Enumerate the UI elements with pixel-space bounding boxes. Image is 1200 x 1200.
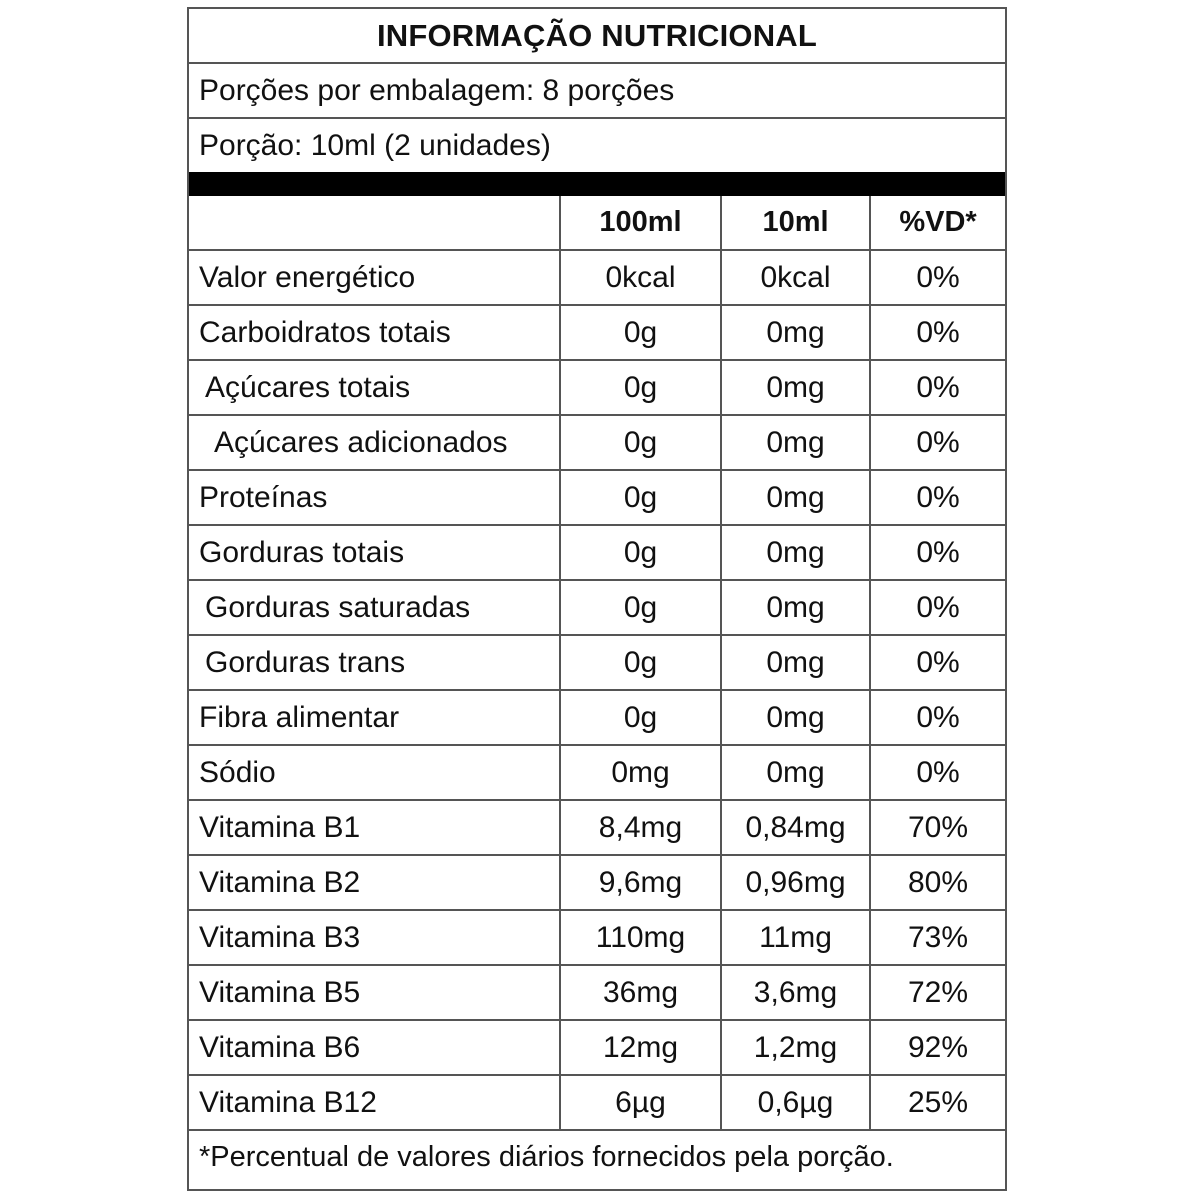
value-per-10ml: 3,6mg (721, 965, 870, 1020)
daily-value-percent: 0% (870, 415, 1005, 470)
value-per-10ml: 0mg (721, 745, 870, 800)
daily-value-percent: 0% (870, 525, 1005, 580)
daily-value-percent: 25% (870, 1075, 1005, 1130)
daily-value-percent: 0% (870, 690, 1005, 745)
value-per-100ml: 8,4mg (560, 800, 721, 855)
nutrient-name: Vitamina B3 (189, 910, 560, 965)
value-per-100ml: 110mg (560, 910, 721, 965)
table-row (189, 360, 1005, 415)
nutrient-name: Gorduras totais (189, 525, 560, 580)
column-header-vd: %VD* (870, 196, 1005, 250)
table-row (189, 965, 1005, 1020)
value-per-10ml: 0,96mg (721, 855, 870, 910)
value-per-100ml: 0g (560, 525, 721, 580)
nutrient-name: Vitamina B6 (189, 1020, 560, 1075)
value-per-10ml: 11mg (721, 910, 870, 965)
table-row (189, 470, 1005, 525)
value-per-100ml: 6µg (560, 1075, 721, 1130)
table-row (189, 580, 1005, 635)
servings-per-package: Porções por embalagem: 8 porções (189, 64, 1005, 119)
value-per-10ml: 0mg (721, 635, 870, 690)
table-row (189, 1075, 1005, 1130)
value-per-100ml: 0g (560, 635, 721, 690)
value-per-100ml: 0g (560, 415, 721, 470)
table-row (189, 690, 1005, 745)
nutrient-name: Valor energético (189, 250, 560, 305)
value-per-100ml: 0g (560, 470, 721, 525)
serving-size: Porção: 10ml (2 unidades) (199, 128, 551, 162)
table-row (189, 855, 1005, 910)
value-per-10ml: 0mg (721, 415, 870, 470)
nutrient-name: Vitamina B12 (189, 1075, 560, 1130)
nutrient-name: Carboidratos totais (189, 305, 560, 360)
table-row (189, 635, 1005, 690)
nutrient-name: Gorduras saturadas (189, 580, 560, 635)
value-per-100ml: 0g (560, 305, 721, 360)
daily-value-percent: 0% (870, 305, 1005, 360)
value-per-10ml: 0mg (721, 690, 870, 745)
daily-value-percent: 0% (870, 250, 1005, 305)
daily-value-percent: 80% (870, 855, 1005, 910)
table-header-row (189, 196, 1005, 250)
value-per-10ml: 1,2mg (721, 1020, 870, 1075)
nutrient-name: Gorduras trans (189, 635, 560, 690)
column-header-nutrient (189, 196, 560, 250)
daily-value-percent: 0% (870, 580, 1005, 635)
value-per-10ml: 0mg (721, 360, 870, 415)
daily-value-percent: 0% (870, 470, 1005, 525)
thick-divider (189, 172, 1005, 196)
value-per-10ml: 0,6µg (721, 1075, 870, 1130)
value-per-10ml: 0mg (721, 525, 870, 580)
table-row (189, 1020, 1005, 1075)
nutrient-name: Vitamina B2 (189, 855, 560, 910)
daily-value-percent: 0% (870, 360, 1005, 415)
table-row (189, 250, 1005, 305)
column-header-100ml: 100ml (560, 196, 721, 250)
daily-value-percent: 70% (870, 800, 1005, 855)
value-per-100ml: 12mg (560, 1020, 721, 1075)
label-title: INFORMAÇÃO NUTRICIONAL (189, 9, 1005, 64)
nutrient-name: Açúcares adicionados (189, 415, 560, 470)
footnote: *Percentual de valores diários fornecidos pela porção. (199, 1141, 894, 1173)
nutrient-name: Proteínas (189, 470, 560, 525)
table-row (189, 745, 1005, 800)
nutrient-name: Vitamina B5 (189, 965, 560, 1020)
table-row (189, 415, 1005, 470)
value-per-100ml: 0g (560, 580, 721, 635)
value-per-10ml: 0mg (721, 580, 870, 635)
daily-value-percent: 92% (870, 1020, 1005, 1075)
daily-value-percent: 72% (870, 965, 1005, 1020)
nutrient-name: Vitamina B1 (189, 800, 560, 855)
table-row (189, 525, 1005, 580)
nutrient-name: Sódio (189, 745, 560, 800)
column-header-10ml: 10ml (721, 196, 870, 250)
value-per-10ml: 0mg (721, 305, 870, 360)
table-row (189, 305, 1005, 360)
value-per-10ml: 0mg (721, 470, 870, 525)
value-per-100ml: 0g (560, 690, 721, 745)
nutrient-name: Fibra alimentar (189, 690, 560, 745)
nutrition-table (189, 196, 1005, 1131)
nutrient-name: Açúcares totais (189, 360, 560, 415)
value-per-100ml: 0kcal (560, 250, 721, 305)
table-row (189, 910, 1005, 965)
value-per-100ml: 36mg (560, 965, 721, 1020)
value-per-100ml: 9,6mg (560, 855, 721, 910)
value-per-10ml: 0kcal (721, 250, 870, 305)
value-per-100ml: 0mg (560, 745, 721, 800)
table-row (189, 800, 1005, 855)
value-per-10ml: 0,84mg (721, 800, 870, 855)
daily-value-percent: 73% (870, 910, 1005, 965)
daily-value-percent: 0% (870, 635, 1005, 690)
value-per-100ml: 0g (560, 360, 721, 415)
daily-value-percent: 0% (870, 745, 1005, 800)
nutrition-facts-label (187, 7, 1007, 1191)
